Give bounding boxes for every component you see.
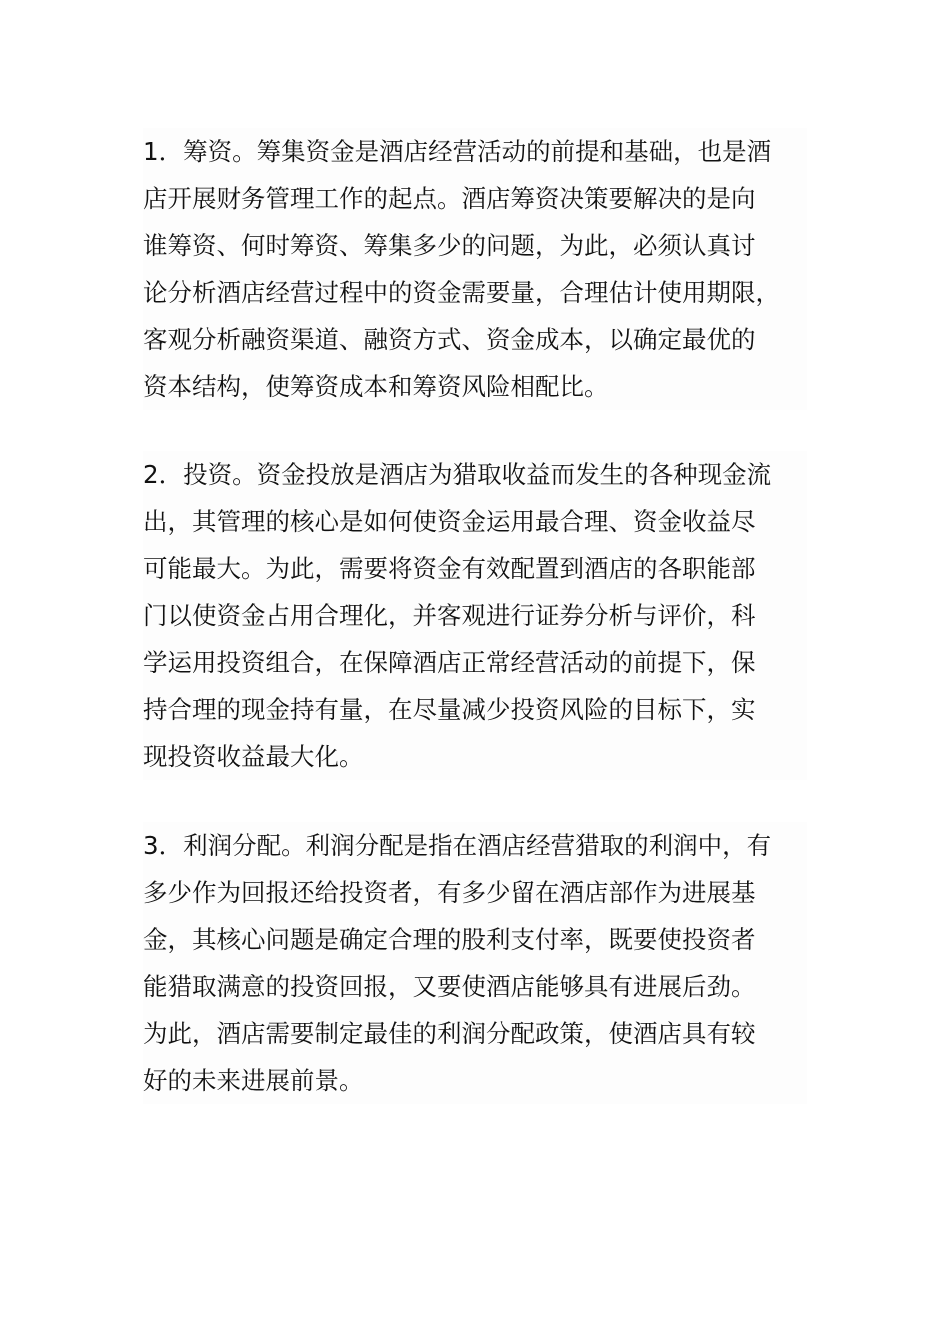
- paragraph-investment: [143, 451, 807, 780]
- paragraph-fundraising: [143, 128, 807, 410]
- paragraph-line: 谁筹资、何时筹资、筹集多少的问题，为此，必须认真讨: [143, 231, 756, 260]
- paragraph-line: 论分析酒店经营过程中的资金需要量，合理估计使用期限，: [143, 278, 780, 307]
- paragraph-line: 客观分析融资渠道、融资方式、资金成本，以确定最优的: [143, 325, 756, 354]
- paragraph-line: 2．投资。资金投放是酒店为猎取收益而发生的各种现金流: [143, 460, 772, 489]
- paragraph-line: 出，其管理的核心是如何使资金运用最合理、资金收益尽: [143, 507, 756, 536]
- paragraph-line: 店开展财务管理工作的起点。酒店筹资决策要解决的是向: [143, 184, 756, 213]
- paragraph-line: 现投资收益最大化。: [143, 742, 364, 771]
- paragraph-line: 为此，酒店需要制定最佳的利润分配政策，使酒店具有较: [143, 1019, 756, 1048]
- paragraph-line: 学运用投资组合，在保障酒店正常经营活动的前提下，保: [143, 648, 756, 677]
- paragraph-line: 1．筹资。筹集资金是酒店经营活动的前提和基础，也是酒: [143, 137, 772, 166]
- paragraph-line: 金，其核心问题是确定合理的股利支付率，既要使投资者: [143, 925, 756, 954]
- paragraph-line: 能猎取满意的投资回报，又要使酒店能够具有进展后劲。: [143, 972, 756, 1001]
- paragraph-profit-distribution: [143, 822, 807, 1104]
- paragraph-line: 门以使资金占用合理化，并客观进行证券分析与评价，科: [143, 601, 756, 630]
- paragraph-line: 多少作为回报还给投资者，有多少留在酒店部作为进展基: [143, 878, 756, 907]
- paragraph-line: 3．利润分配。利润分配是指在酒店经营猎取的利润中，有: [143, 831, 772, 860]
- paragraph-line: 可能最大。为此，需要将资金有效配置到酒店的各职能部: [143, 554, 756, 583]
- paragraph-line: 好的未来进展前景。: [143, 1066, 364, 1095]
- paragraph-line: 资本结构，使筹资成本和筹资风险相配比。: [143, 372, 609, 401]
- paragraph-line: 持合理的现金持有量，在尽量减少投资风险的目标下，实: [143, 695, 756, 724]
